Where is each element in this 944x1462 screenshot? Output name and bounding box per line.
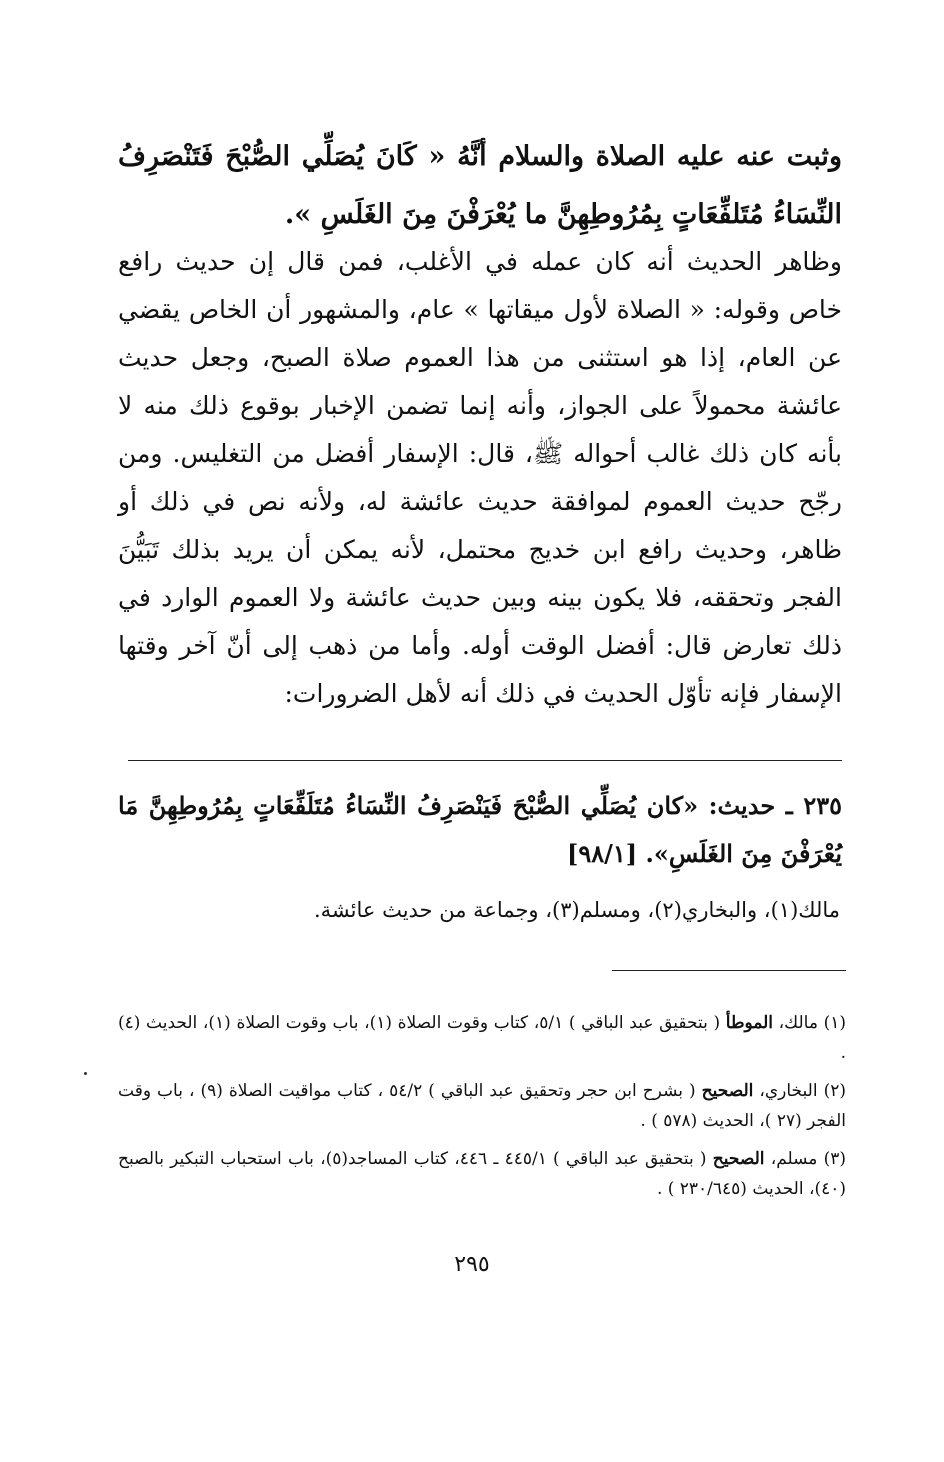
footnote-text: ( بتحقيق عبد الباقي ) ٥/١، كتاب وقوت الصلاة (١)، باب وقوت الصلاة (١)، الحديث (٤) . <box>118 1013 846 1063</box>
footnotes <box>118 1008 846 1212</box>
footnote-number: (٣) <box>823 1149 847 1169</box>
footnote-number: (٢) <box>823 1081 847 1101</box>
page-number: ٢٩٥ <box>454 1252 490 1277</box>
section-divider <box>128 760 842 761</box>
footnote-author: مالك، <box>778 1013 818 1033</box>
footnote-3 <box>118 1144 846 1204</box>
intro-paragraph: وثبت عنه عليه الصلاة والسلام أنَّهُ « كَانَ يُصَلِّي الصُّبْحَ فَتَنْصَرِفُ النِّسَاءُ مُتَلفِّعَاتٍ بِمُرُوطِهِنَّ ما يُعْرَفْنَ مِنَ الغَلَسِ ». <box>118 141 842 230</box>
footnote-work-title: الصحيح <box>712 1149 765 1169</box>
footnote-2 <box>118 1076 846 1136</box>
footnote-author: البخاري، <box>759 1081 818 1101</box>
footnote-text: ( بشرح ابن حجر وتحقيق عبد الباقي ) ٥٤/٢ ، كتاب مواقيت الصلاة (٩) ، باب وقت الفجر (٢٧ )، الحديث (٥٧٨ ) . <box>118 1081 846 1131</box>
footnote-work-title: الموطأ <box>725 1013 773 1033</box>
footnote-divider <box>612 970 846 971</box>
footnote-text: ( بتحقيق عبد الباقي ) ٤٤٥/١ ـ ٤٤٦، كتاب المساجد(٥)، باب استحباب التبكير بالصبح (٤٠)، الحديث (٢٣٠/٦٤٥ ) . <box>118 1149 846 1199</box>
footnote-number: (١) <box>823 1013 846 1033</box>
footnote-work-title: الصحيح <box>701 1081 754 1101</box>
body-paragraph: وظاهر الحديث أنه كان عمله في الأغلب، فمن قال إن حديث رافع خاص وقوله: « الصلاة لأول ميقاتها » عام، والمشهور أن الخاص يقضي عن العام، إذا هو استثنى من هذا العموم صلاة الصبح، وجعل حديث عائشة محمولاً على الجواز، وأنه إنما تضمن الإخبار بوقوع ذلك منه لا بأنه كان ذلك غالب أحواله ﷺ، قال: الإسفار أفضل من التغليس. ومن رجّح حديث العموم لموافقة حديث عائشة له، ولأنه نص في ذلك أو ظاهر، وحديث رافع ابن خديج محتمل، لأنه يمكن أن يريد بذلك تَبَيُّنَ الفجر وتحققه، فلا يكون بينه وبين حديث عائشة ولا العموم الوارد في ذلك تعارض قال: أفضل الوقت أوله. وأما من ذهب إلى أنّ آخر وقتها الإسفار فإنه تأوّل الحديث في ذلك أنه لأهل الضرورات: <box>118 247 842 708</box>
hadith-entry: ٢٣٥ ـ حديث: «كان يُصَلِّي الصُّبْحَ فَيَنْصَرِفُ النِّسَاءُ مُتَلَفِّعَاتٍ بِمُرُوطِهِنَّ مَا يُعْرَفْنَ مِنَ الغَلَسِ». [٩٨/١] <box>118 791 842 868</box>
footnote-author: مسلم، <box>770 1149 818 1169</box>
hadith-sources: مالك(١)، والبخاري(٢)، ومسلم(٣)، وجماعة من حديث عائشة. <box>313 898 840 922</box>
scan-speck <box>84 1072 87 1075</box>
footnote-1 <box>118 1008 846 1068</box>
